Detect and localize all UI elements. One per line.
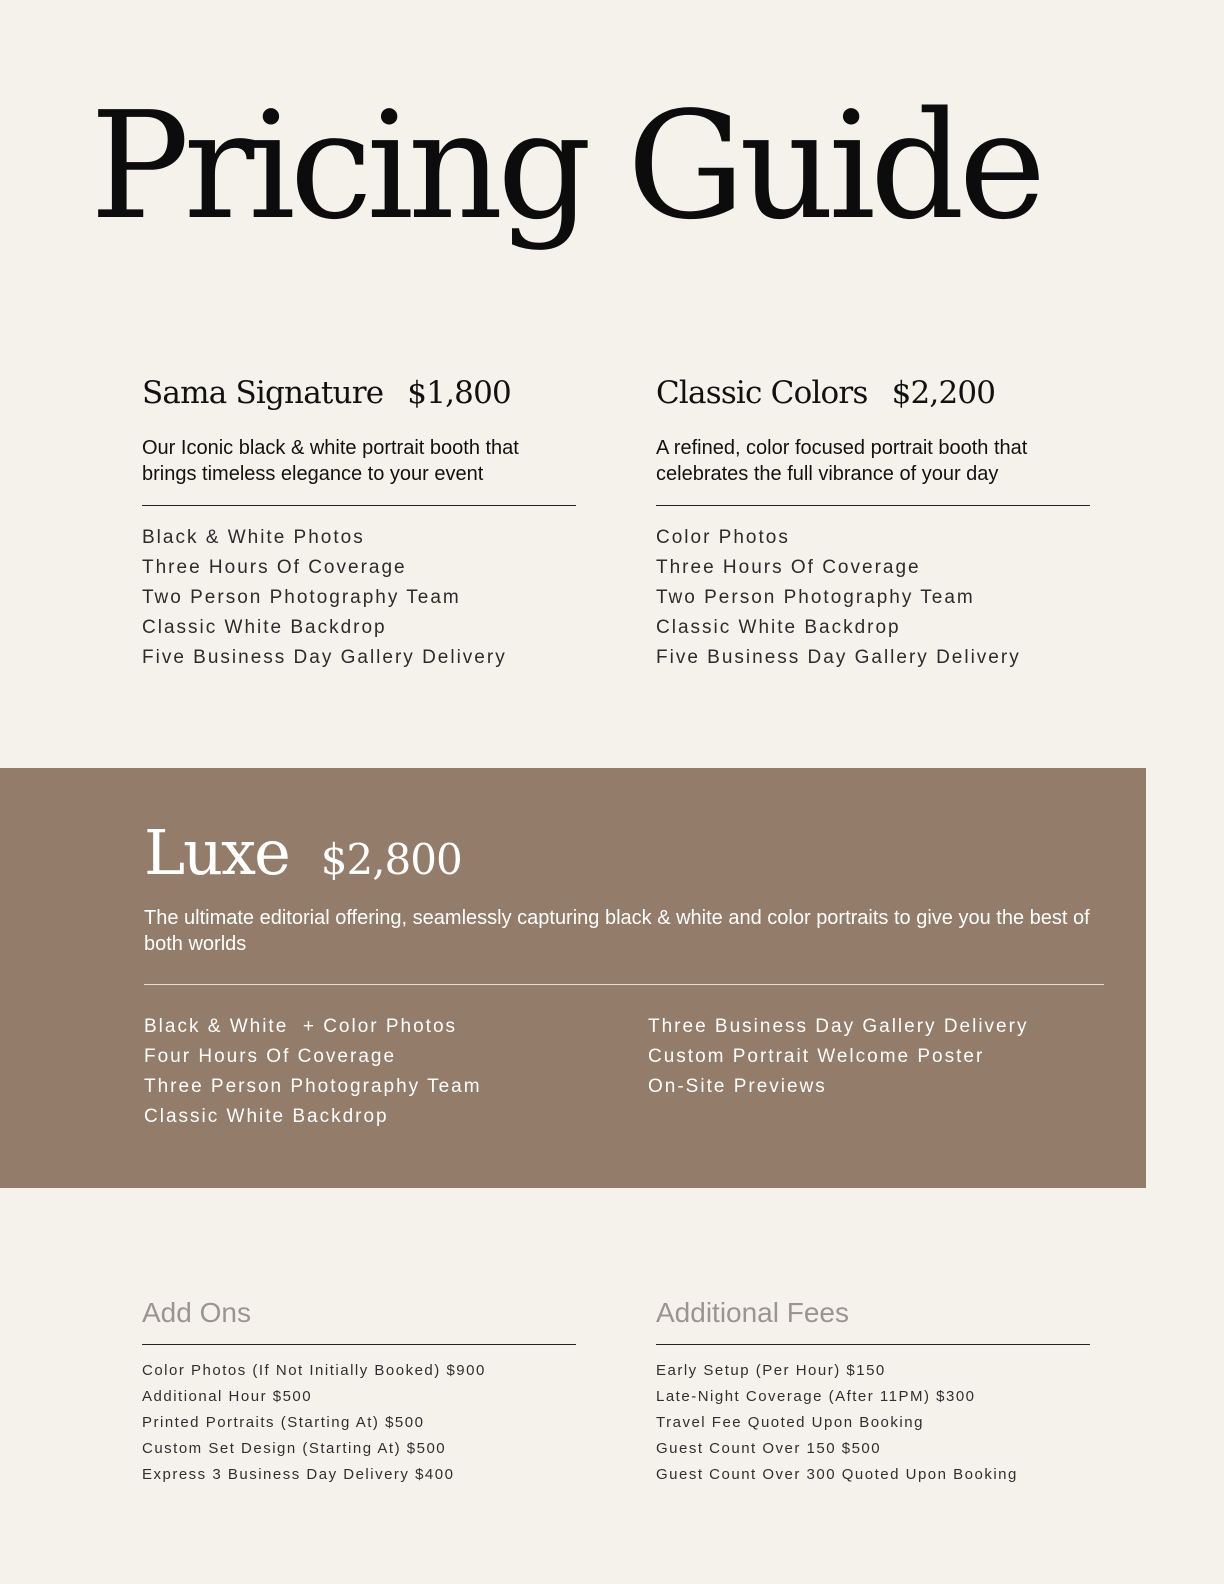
feature-item: Two Person Photography Team	[142, 587, 461, 608]
luxe-package-band	[0, 768, 1146, 1188]
luxe-feature-list-right	[648, 1012, 1028, 1102]
feature-item: Three Hours Of Coverage	[656, 557, 921, 578]
package-sama-signature	[142, 376, 576, 673]
feature-item: Classic White Backdrop	[142, 617, 387, 638]
additional-fees-section	[656, 1296, 1090, 1488]
feature-list	[656, 523, 1090, 673]
feature-item: Classic White Backdrop	[144, 1106, 389, 1127]
feature-list	[142, 523, 576, 673]
page-title: Pricing Guide	[90, 80, 1041, 252]
feature-item: Classic White Backdrop	[656, 617, 901, 638]
list-item: Travel Fee Quoted Upon Booking	[656, 1414, 924, 1431]
feature-item: Three Person Photography Team	[144, 1076, 482, 1097]
luxe-description: The ultimate editorial offering, seamlessly capturing black & white and color portraits to give you the best of both worlds	[144, 907, 1090, 955]
luxe-name: Luxe	[144, 816, 289, 889]
divider	[656, 505, 1090, 506]
luxe-price: $2,800	[320, 835, 462, 884]
list-item: Guest Count Over 150 $500	[656, 1440, 882, 1457]
package-classic-colors	[656, 376, 1090, 673]
feature-item: Black & White + Color Photos	[144, 1016, 458, 1037]
feature-item: Five Business Day Gallery Delivery	[656, 647, 1021, 668]
add-ons-title: Add Ons	[142, 1297, 251, 1328]
divider	[142, 1344, 576, 1345]
divider	[142, 505, 576, 506]
list-item: Additional Hour $500	[142, 1388, 313, 1405]
feature-item: Two Person Photography Team	[656, 587, 975, 608]
package-price: $1,800	[407, 375, 511, 411]
luxe-header	[144, 816, 462, 889]
package-name: Sama Signature	[142, 375, 384, 411]
package-price: $2,200	[891, 375, 996, 411]
package-description: Our Iconic black & white portrait booth that brings timeless elegance to your event	[142, 437, 519, 485]
feature-item: Four Hours Of Coverage	[144, 1046, 397, 1067]
list-item: Color Photos (If Not Initially Booked) $900	[142, 1362, 486, 1379]
feature-item: Color Photos	[656, 527, 790, 548]
package-name: Classic Colors	[656, 375, 868, 411]
package-header	[142, 376, 576, 416]
luxe-feature-list-left	[144, 1012, 482, 1132]
list-item: Express 3 Business Day Delivery $400	[142, 1466, 455, 1483]
feature-item: Custom Portrait Welcome Poster	[648, 1046, 985, 1067]
list-item: Early Setup (Per Hour) $150	[656, 1362, 886, 1379]
list-item: Guest Count Over 300 Quoted Upon Booking	[656, 1466, 1018, 1483]
additional-fees-title: Additional Fees	[656, 1297, 850, 1328]
feature-item: Three Hours Of Coverage	[142, 557, 407, 578]
add-ons-section	[142, 1296, 576, 1488]
divider	[656, 1344, 1090, 1345]
feature-item: On-Site Previews	[648, 1076, 827, 1097]
add-ons-list	[142, 1358, 576, 1488]
list-item: Late-Night Coverage (After 11PM) $300	[656, 1388, 976, 1405]
package-header	[656, 376, 1090, 416]
feature-item: Black & White Photos	[142, 527, 365, 548]
feature-item: Five Business Day Gallery Delivery	[142, 647, 507, 668]
list-item: Printed Portraits (Starting At) $500	[142, 1414, 425, 1431]
list-item: Custom Set Design (Starting At) $500	[142, 1440, 447, 1457]
package-description: A refined, color focused portrait booth that celebrates the full vibrance of your day	[656, 437, 1028, 485]
feature-item: Three Business Day Gallery Delivery	[648, 1016, 1029, 1037]
additional-fees-list	[656, 1358, 1090, 1488]
divider	[144, 984, 1104, 985]
